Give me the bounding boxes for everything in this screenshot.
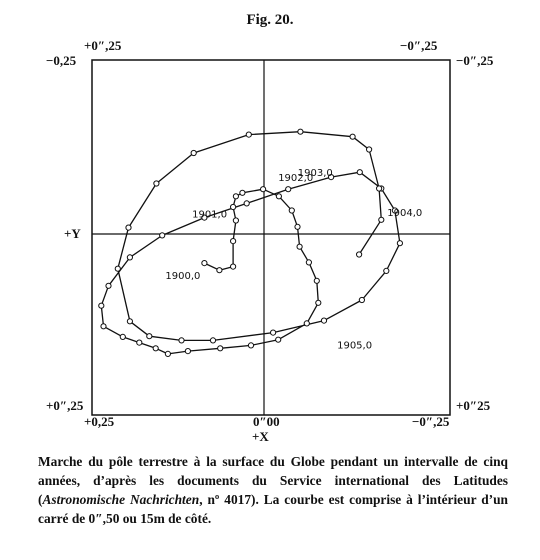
year-label: 1901,0 bbox=[192, 209, 228, 221]
data-point bbox=[160, 233, 165, 238]
data-point bbox=[367, 147, 372, 152]
data-point bbox=[120, 334, 125, 339]
data-point bbox=[276, 337, 281, 342]
data-point bbox=[261, 187, 266, 192]
data-point bbox=[379, 217, 384, 222]
x-axis-label: +X bbox=[252, 429, 269, 444]
data-point bbox=[147, 334, 152, 339]
corner-label-upper-right: −0″,25 bbox=[456, 53, 494, 68]
data-point bbox=[314, 278, 319, 283]
data-point bbox=[179, 338, 184, 343]
data-point bbox=[246, 132, 251, 137]
data-point bbox=[115, 266, 120, 271]
year-annotations bbox=[165, 168, 422, 351]
y-axis-label: +Y bbox=[64, 226, 81, 241]
corner-label-top-right: −0″,25 bbox=[400, 38, 438, 53]
data-point bbox=[154, 181, 159, 186]
data-point bbox=[289, 208, 294, 213]
data-point bbox=[210, 338, 215, 343]
data-point bbox=[384, 268, 389, 273]
data-point bbox=[137, 340, 142, 345]
data-point bbox=[321, 318, 326, 323]
data-point bbox=[297, 244, 302, 249]
data-point bbox=[350, 134, 355, 139]
corner-label-lower-left: +0″,25 bbox=[46, 398, 84, 413]
data-point bbox=[248, 343, 253, 348]
corner-label-lower-right: +0″25 bbox=[456, 398, 491, 413]
data-point bbox=[240, 190, 245, 195]
data-point bbox=[397, 241, 402, 246]
data-point bbox=[191, 150, 196, 155]
year-label: 1903,0 bbox=[297, 168, 333, 180]
data-points bbox=[99, 129, 403, 356]
data-point bbox=[304, 321, 309, 326]
plot-frame bbox=[92, 60, 450, 415]
data-point bbox=[359, 297, 364, 302]
corner-label-bottom-left: +0,25 bbox=[84, 414, 115, 429]
data-point bbox=[218, 346, 223, 351]
data-point bbox=[233, 218, 238, 223]
data-point bbox=[276, 194, 281, 199]
data-point bbox=[127, 255, 132, 260]
caption-source: Astronomische Nachrichten bbox=[42, 492, 200, 507]
year-label: 1904,0 bbox=[387, 207, 423, 219]
data-point bbox=[153, 346, 158, 351]
data-point bbox=[316, 300, 321, 305]
data-point bbox=[233, 194, 238, 199]
year-label: 1905,0 bbox=[337, 340, 373, 352]
figure-caption bbox=[38, 452, 508, 528]
corner-label-bottom-center: 0″00 bbox=[253, 414, 280, 429]
data-point bbox=[271, 330, 276, 335]
year-label: 1900,0 bbox=[165, 271, 201, 283]
data-point bbox=[357, 170, 362, 175]
caption-text-start: Marche du pôle terrestre à la surface du Globe pendant un intervalle de cinq années, d’après les documents du Service international des Latitudes ( bbox=[38, 454, 508, 507]
data-point bbox=[101, 324, 106, 329]
data-point bbox=[231, 264, 236, 269]
pole-path-line bbox=[101, 132, 400, 354]
data-point bbox=[231, 239, 236, 244]
data-point bbox=[165, 351, 170, 356]
data-point bbox=[185, 349, 190, 354]
data-point bbox=[244, 201, 249, 206]
data-point bbox=[106, 283, 111, 288]
caption-text-end: , nº 4017). La courbe est comprise à l’intérieur d’un carré de 0″,50 ou 15m de côté. bbox=[38, 492, 509, 526]
data-point bbox=[217, 268, 222, 273]
year-label: 1902,0 bbox=[278, 173, 314, 185]
corner-label-upper-left: −0,25 bbox=[46, 53, 77, 68]
data-point bbox=[126, 225, 131, 230]
data-point bbox=[127, 319, 132, 324]
corner-label-top-left: +0″,25 bbox=[84, 38, 122, 53]
data-point bbox=[377, 186, 382, 191]
data-point bbox=[99, 303, 104, 308]
data-point bbox=[295, 224, 300, 229]
data-point bbox=[298, 129, 303, 134]
data-point bbox=[306, 260, 311, 265]
data-point bbox=[357, 252, 362, 257]
data-point bbox=[286, 187, 291, 192]
corner-label-bottom-right: −0″,25 bbox=[412, 414, 450, 429]
figure-title: Fig. 20. bbox=[246, 12, 294, 28]
data-point bbox=[202, 261, 207, 266]
data-point bbox=[231, 204, 236, 209]
